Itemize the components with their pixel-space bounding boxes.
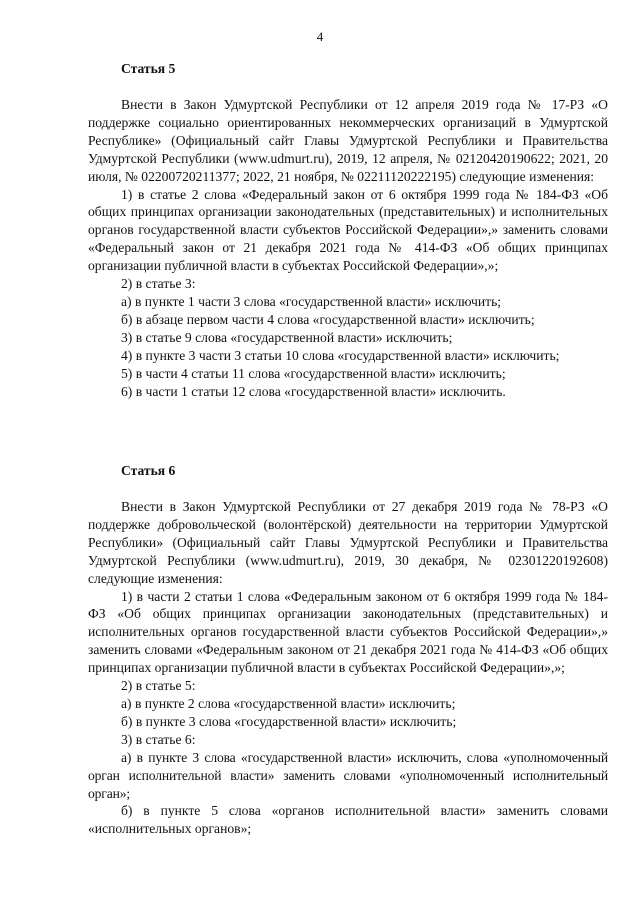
article-6-item-3: 3) в статье 6: bbox=[121, 731, 196, 747]
article-6-item-2b: б) в пункте 3 слова «государственной власти» исключить; bbox=[121, 713, 457, 729]
article-6-heading bbox=[88, 462, 608, 480]
article-5-item-5: 5) в части 4 статьи 11 слова «государственной власти» исключить; bbox=[121, 365, 506, 381]
article-5-item-4: 4) в пункте 3 части 3 статьи 10 слова «государственной власти» исключить; bbox=[121, 347, 560, 363]
article-heading: Статья 5 bbox=[121, 61, 176, 76]
article-5-item-6: 6) в части 1 статьи 12 слова «государственной власти» исключить. bbox=[121, 383, 506, 399]
article-5-item-2b: б) в абзаце первом части 4 слова «государственной власти» исключить; bbox=[121, 311, 535, 327]
article-5-intro: Внести в Закон Удмуртской Республики от 12 апреля 2019 года № 17-РЗ «О поддержке социально ориентированных некоммерческих организаций в Удмуртской Республике» (Официальный сайт Главы Удмуртской Республики и Правительства Удмуртской Республики (www.udmurt.ru), 2019, 12 апреля, № 02120420190622; 2021, 20 июля, № 02200720211377; 2022, 21 ноября, № 02211120222195) следующие изменения: bbox=[88, 97, 608, 184]
article-6-item-1: 1) в части 2 статьи 1 слова «Федеральным законом от 6 октября 1999 года № 184-ФЗ «Об общих принципах организации законодательных (представительных) и исполнительных органов государственной власти субъектов Российской Федерации»,» заменить словами «Федеральным законом от 21 декабря 2021 года № 414-ФЗ «Об общих принципах организации публичной власти в субъектах Российской Федерации»,»; bbox=[88, 588, 608, 676]
article-5-item-1: 1) в статье 2 слова «Федеральный закон от 6 октября 1999 года № 184-ФЗ «Об общих принципах организации законодательных (представительных) и исполнительных органов государственной власти субъектов Российской Федерации»,» заменить словами «Федеральный закон от 21 декабря 2021 года № 414-ФЗ «Об общих принципах организации публичной власти в субъектах Российской Федерации»,»; bbox=[88, 186, 608, 274]
article-5-item-2: 2) в статье 3: bbox=[121, 276, 196, 292]
article-6-item-2: 2) в статье 5: bbox=[121, 678, 196, 694]
article-5-body bbox=[88, 96, 608, 400]
article-5-item-3: 3) в статье 9 слова «государственной власти» исключить; bbox=[121, 329, 453, 345]
article-5-item-2a: а) в пункте 1 части 3 слова «государственной власти» исключить; bbox=[121, 293, 502, 309]
article-6-item-2a: а) в пункте 2 слова «государственной власти» исключить; bbox=[121, 695, 456, 711]
article-heading: Статья 6 bbox=[121, 463, 176, 478]
article-6-item-3b: б) в пункте 5 слова «органов исполнительной власти» заменить словами «исполнительных органов»; bbox=[88, 803, 608, 837]
article-6-intro: Внести в Закон Удмуртской Республики от 27 декабря 2019 года № 78-РЗ «О поддержке добровольческой (волонтёрской) деятельности на территории Удмуртской Республики» (Официальный сайт Главы Удмуртской Республики и Правительства Удмуртской Республики (www.udmurt.ru), 2019, 30 декабря, № 02301220192608) следующие изменения: bbox=[88, 499, 608, 586]
article-6-item-3a: а) в пункте 3 слова «государственной власти» исключить, слова «уполномоченный орган исполнительной власти» заменить словами «уполномоченный исполнительный орган»; bbox=[88, 749, 608, 801]
page-number: 4 bbox=[316, 29, 324, 44]
article-6-body bbox=[88, 498, 608, 838]
article-5-heading bbox=[88, 60, 608, 78]
